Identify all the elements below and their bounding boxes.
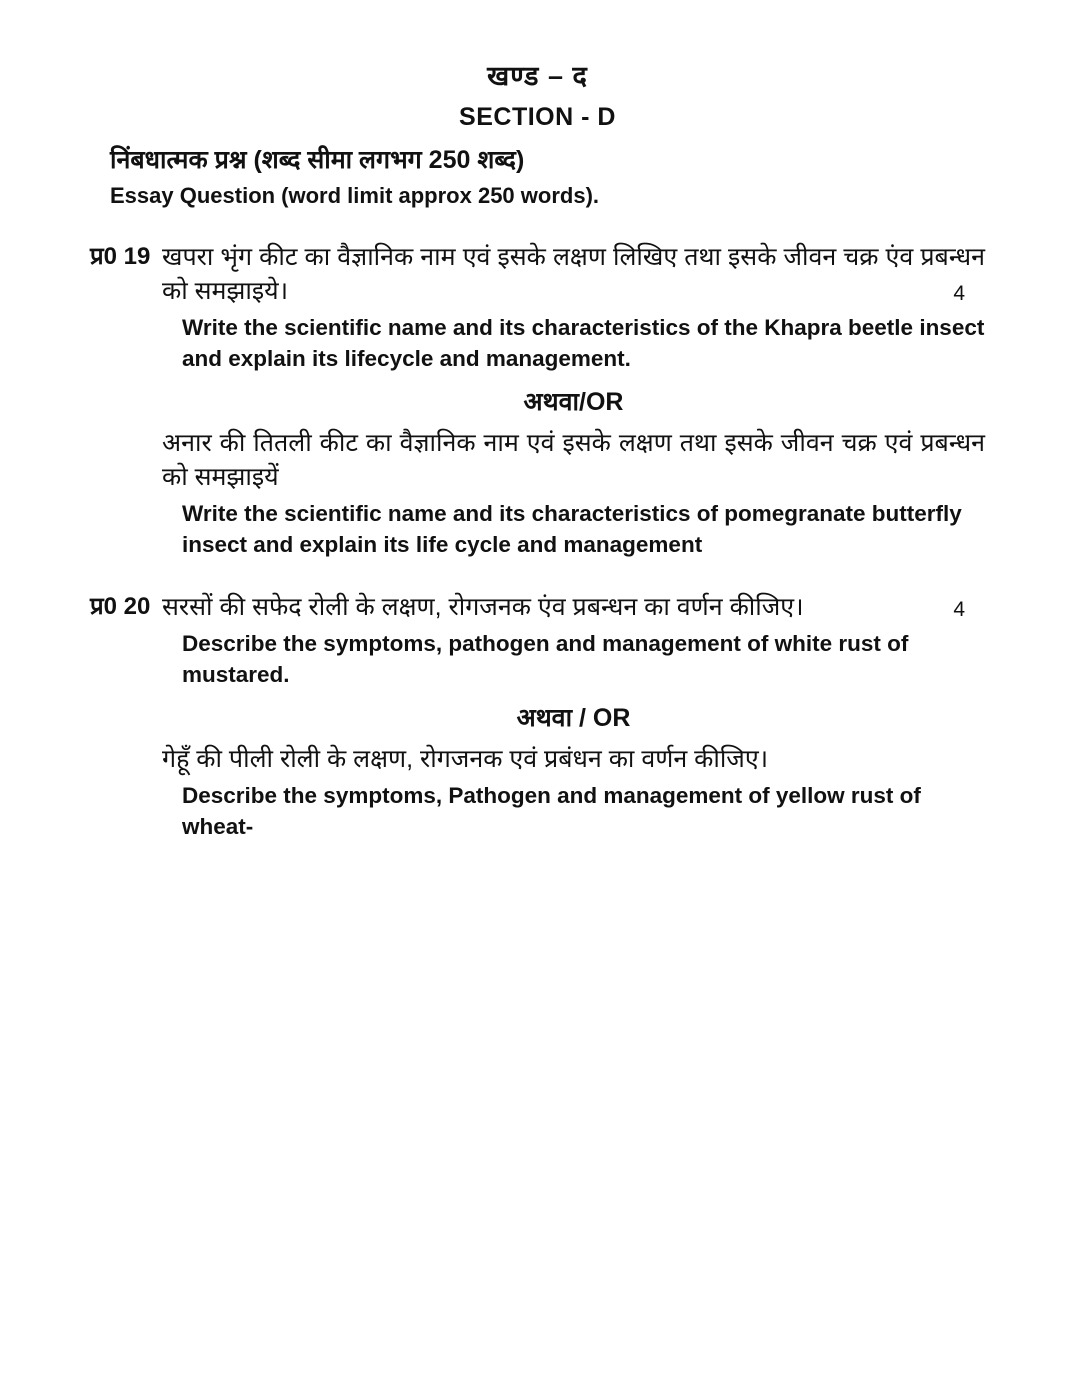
section-heading-hindi: खण्ड – द [487,61,588,91]
question-20-alt-english-text: Describe the symptoms, Pathogen and management of yellow rust of wheat- [182,783,921,839]
question-20-body [162,590,985,624]
question-19-or-separator: अथवा/OR [523,388,624,416]
question-19-number: प्र0 19 [90,243,151,270]
question-19-body [162,240,985,308]
section-heading-block [90,56,985,132]
question-19-alt-hindi-text: अनार की तितली कीट का वैज्ञानिक नाम एवं इसके लक्षण तथा इसके जीवन चक्र एवं प्रबन्धन को समझाइयें [162,429,985,491]
question-19-main-row [90,240,985,308]
question-19-alt-english-text: Write the scientific name and its characteristics of pomegranate butterfly insect and explain its life cycle and management [182,501,962,557]
question-20-marks: 4 [953,598,965,621]
question-19 [90,240,985,560]
question-20-or-separator: अथवा / OR [516,704,631,732]
question-20 [90,590,985,842]
question-20-alt-hindi-text: गेहूँ की पीली रोली के लक्षण, रोगजनक एवं प्रबंधन का वर्णन कीजिए। [162,745,769,773]
instruction-hindi: निंबधात्मक प्रश्न (शब्द सीमा लगभग 250 शब्द) [110,146,525,174]
question-20-hindi-text: सरसों की सफेद रोली के लक्षण, रोगजनक एंव प्रबन्धन का वर्णन कीजिए। [162,593,804,621]
question-20-main-row [90,590,985,624]
question-20-english-text: Describe the symptoms, pathogen and management of white rust of mustared. [182,631,909,687]
instruction-block [110,144,985,210]
instruction-english: Essay Question (word limit approx 250 words). [110,183,600,208]
question-19-marks: 4 [953,282,965,305]
question-20-number: प्र0 20 [90,593,151,620]
section-heading-english: SECTION - D [459,103,616,131]
question-19-hindi-text: खपरा भृंग कीट का वैज्ञानिक नाम एवं इसके लक्षण लिखिए तथा इसके जीवन चक्र एंव प्रबन्धन को समझाइये। [162,243,985,305]
question-19-english-text: Write the scientific name and its characteristics of the Khapra beetle insect and explain its lifecycle and management. [182,315,985,371]
